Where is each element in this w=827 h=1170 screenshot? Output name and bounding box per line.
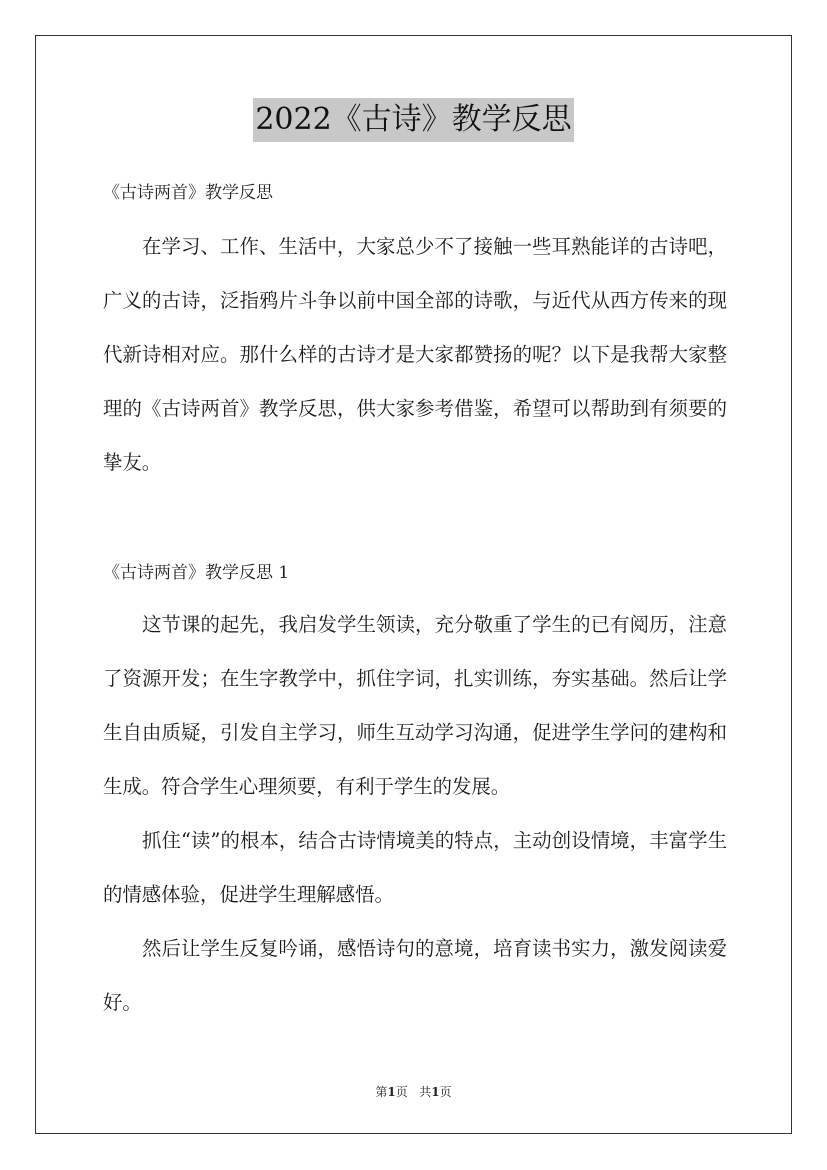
total-suffix: 页 xyxy=(439,1085,452,1099)
page-footer xyxy=(0,1083,827,1100)
page-total: 1 xyxy=(431,1085,440,1099)
section1-paragraph-1: 这节课的起先，我启发学生领读，充分敬重了学生的已有阅历，注意了资源开发；在生字教学中，抓住字词，扎实训练，夯实基础。然后让学生自由质疑，引发自主学习，师生互动学习沟通，促进学生学问的建构和生成。符合学生心理须要，有利于学生的发展。 xyxy=(103,613,727,798)
page-current: 1 xyxy=(387,1085,396,1099)
section1-paragraph-2: 抓住“读”的根本，结合古诗情境美的特点，主动创设情境，丰富学生的情感体验，促进学生理解感悟。 xyxy=(103,829,727,906)
document-title: 2022《古诗》教学反思 xyxy=(253,98,573,142)
page-suffix: 页 xyxy=(395,1085,408,1099)
page-prefix: 第 xyxy=(375,1085,388,1099)
intro-heading: 《古诗两首》教学反思 xyxy=(103,183,273,203)
intro-paragraph: 在学习、工作、生活中，大家总少不了接触一些耳熟能详的古诗吧，广义的古诗，泛指鸦片斗争以前中国全部的诗歌，与近代从西方传来的现代新诗相对应。那什么样的古诗才是大家都赞扬的呢？以下是我帮大家整理的《古诗两首》教学反思，供大家参考借鉴，希望可以帮助到有须要的挚友。 xyxy=(103,235,727,474)
section1-heading: 《古诗两首》教学反思 1 xyxy=(103,563,290,583)
section1-paragraph-3: 然后让学生反复吟诵，感悟诗句的意境，培育读书实力，激发阅读爱好。 xyxy=(103,937,727,1014)
total-prefix: 共 xyxy=(419,1085,432,1099)
title-container xyxy=(0,98,827,142)
